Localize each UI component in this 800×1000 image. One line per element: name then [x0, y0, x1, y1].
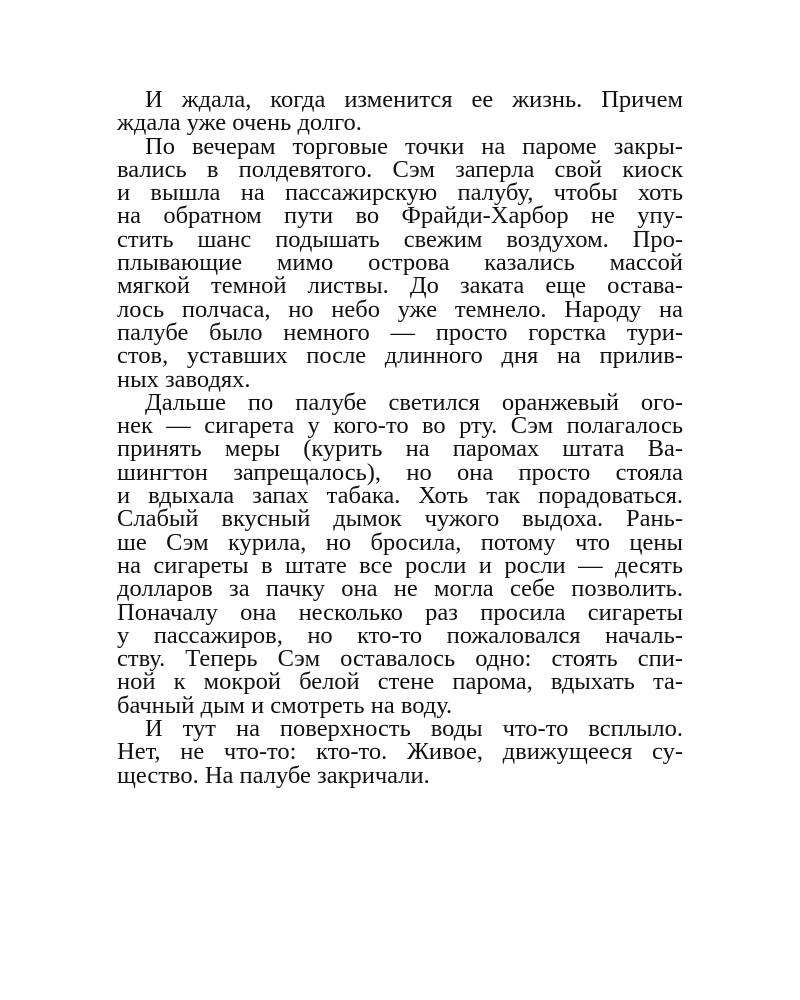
text-line: лось полчаса, но небо уже темнело. Народу на: [117, 295, 683, 323]
text-line: плывающие мимо острова казались массой: [117, 249, 683, 277]
text-line: вались в полдевятого. Сэм заперла свой киоск: [117, 155, 683, 183]
text-line: Нет, не что-то: кто-то. Живое, движущееся су-: [117, 738, 683, 766]
text-line: Слабый вкусный дымок чужого выдоха. Рань-: [117, 505, 683, 533]
text-line: принять меры (курить на паромах штата Ва-: [117, 435, 683, 463]
text-line: на обратном пути во Фрайди-Харбор не упу-: [117, 202, 683, 230]
text-line: По вечерам торговые точки на пароме закры-: [145, 132, 683, 160]
book-page: [117, 88, 683, 787]
text-line: ше Сэм курила, но бросила, потому что цены: [117, 528, 683, 556]
text-line: мягкой темной листвы. До заката еще остава-: [117, 272, 683, 300]
paragraph-4: [117, 717, 683, 787]
text-line: Поначалу она несколько раз просила сигареты: [117, 598, 683, 626]
text-line: у пассажиров, но кто-то пожаловался началь-: [117, 621, 683, 649]
text-line: И ждала, когда изменится ее жизнь. Причем: [145, 86, 683, 113]
text-line: палубе было немного — просто горстка тури-: [117, 318, 683, 346]
text-line: Дальше по палубе светился оранжевый ого-: [145, 388, 683, 416]
paragraph-3: [117, 388, 683, 719]
text-line: ных заводях.: [117, 365, 251, 393]
text-line: шингтон запрещалось), но она просто стояла: [117, 458, 683, 486]
text-line: бачный дым и смотреть на воду.: [117, 691, 453, 719]
text-line: нек — сигарета у кого-то во рту. Сэм полагалось: [117, 412, 683, 440]
text-line: и вышла на пассажирскую палубу, чтобы хоть: [117, 179, 683, 207]
text-line: стить шанс подышать свежим воздухом. Про-: [117, 225, 683, 253]
paragraph-2: [117, 132, 683, 393]
text-line: щество. На палубе закричали.: [117, 761, 430, 789]
paragraph-1: [117, 88, 683, 135]
text-line: на сигареты в штате все росли и росли — десять: [117, 551, 683, 579]
text-line: И тут на поверхность воды что-то всплыло.: [145, 715, 683, 743]
text-line: ждала уже очень долго.: [117, 109, 362, 137]
text-line: и вдыхала запах табака. Хоть так порадоваться.: [117, 482, 683, 510]
text-line: ству. Теперь Сэм оставалось одно: стоять спи-: [117, 645, 683, 673]
text-line: ной к мокрой белой стене парома, вдыхать та-: [117, 668, 683, 696]
text-line: стов, уставших после длинного дня на прилив-: [117, 342, 683, 370]
text-line: долларов за пачку она не могла себе позволить.: [117, 575, 683, 603]
